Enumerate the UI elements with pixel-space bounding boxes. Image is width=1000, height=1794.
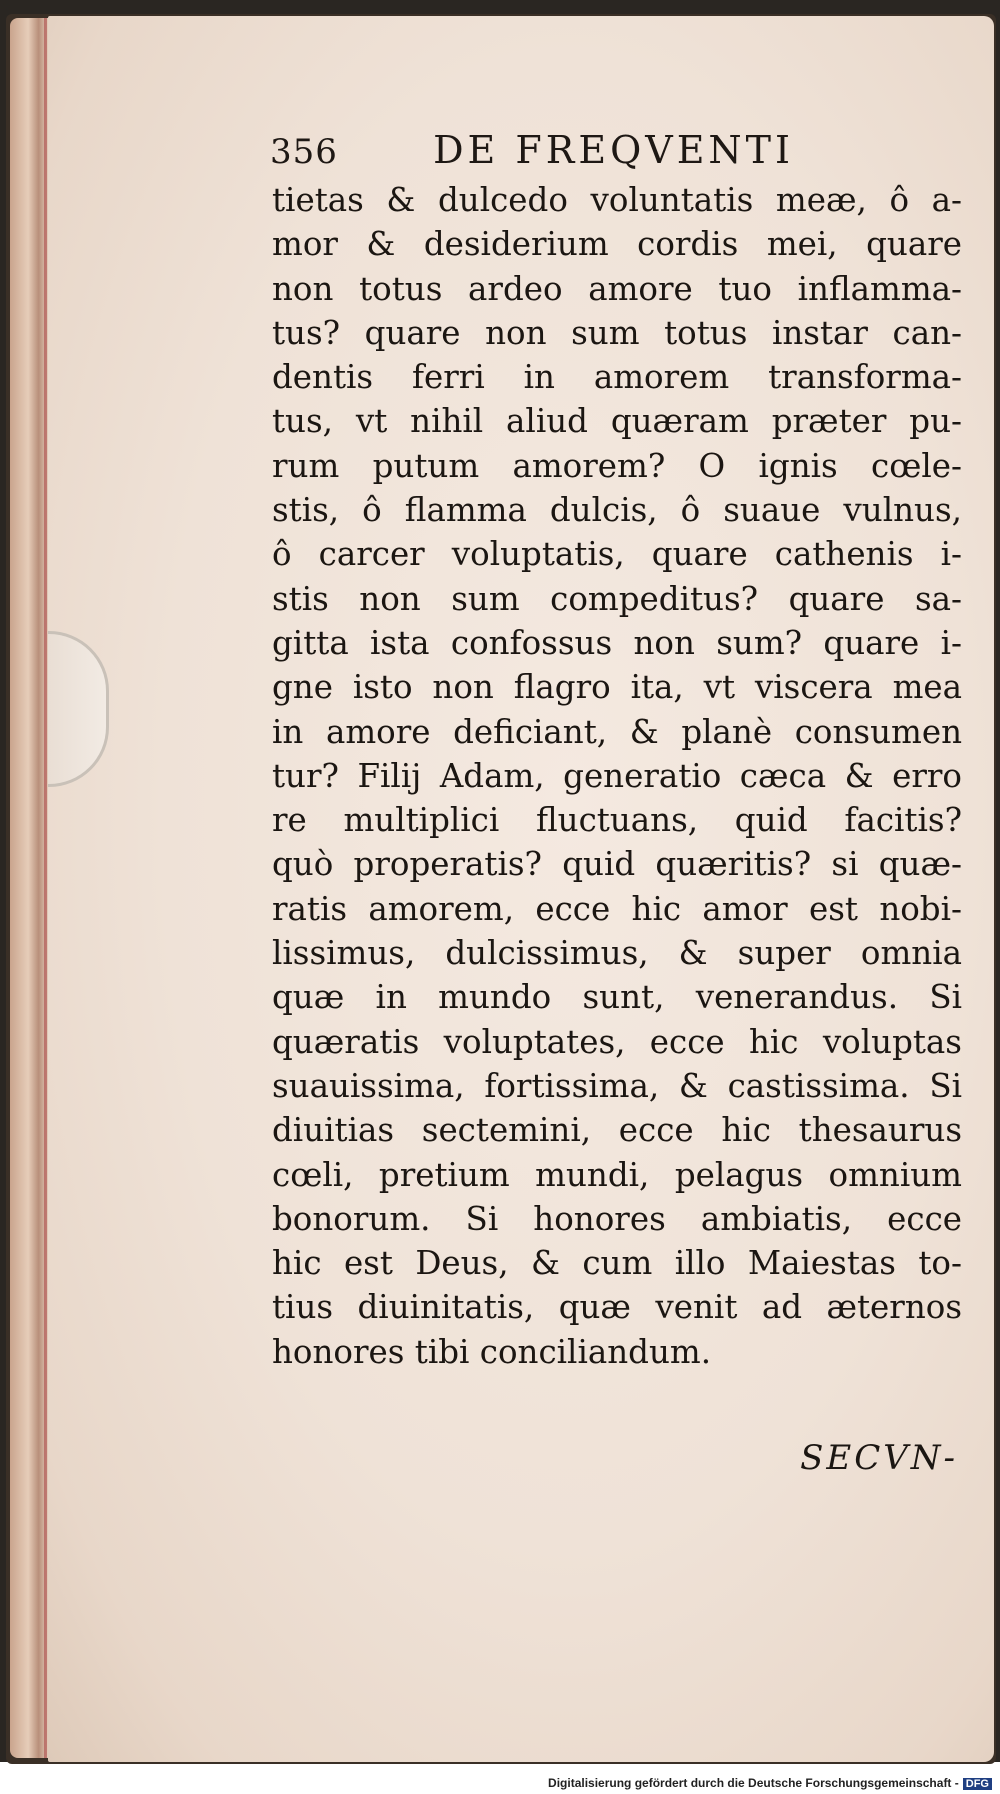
text-line: dentis ferri in amorem transforma- bbox=[272, 358, 962, 397]
text-line: re multiplici fluctuans, quid facitis? bbox=[272, 801, 962, 840]
text-line: rum putum amorem? O ignis cœle- bbox=[272, 446, 962, 485]
text-line: gne isto non flagro ita, vt viscera mea bbox=[272, 668, 962, 707]
running-title: DE FREQVENTI bbox=[433, 128, 795, 172]
text-line: quò properatis? quid quæritis? si quæ- bbox=[272, 845, 962, 884]
text-line: mor & desiderium cordis mei, quare bbox=[272, 225, 962, 264]
text-line: tus? quare non sum totus instar can- bbox=[272, 313, 962, 352]
body-text bbox=[272, 178, 962, 1374]
page-number: 356 bbox=[270, 132, 338, 172]
clasp-mark bbox=[48, 631, 109, 787]
dfg-logo: DFG bbox=[963, 1778, 992, 1790]
text-line: quæ in mundo sunt, venerandus. Si bbox=[272, 978, 962, 1017]
text-line: honores tibi conciliandum. bbox=[272, 1332, 712, 1371]
text-line: suauissima, fortissima, & castissima. Si bbox=[272, 1066, 962, 1105]
text-line: stis non sum compeditus? quare sa- bbox=[272, 579, 962, 618]
text-line: non totus ardeo amore tuo inflamma- bbox=[272, 269, 962, 308]
running-head bbox=[270, 128, 970, 172]
text-line: tur? Filij Adam, generatio cæca & erro bbox=[272, 756, 962, 795]
text-line: stis, ô flamma dulcis, ô suaue vulnus, bbox=[272, 491, 962, 530]
red-edge-line bbox=[44, 18, 47, 1758]
text-line: gitta ista confossus non sum? quare i- bbox=[272, 623, 962, 662]
credit-text: Digitalisierung gefördert durch die Deutsche Forschungsgemeinschaft - bbox=[548, 1776, 959, 1790]
text-line: diuitias sectemini, ecce hic thesaurus bbox=[272, 1111, 962, 1150]
text-line: tietas & dulcedo voluntatis meæ, ô a- bbox=[272, 181, 962, 219]
text-line: quæratis voluptates, ecce hic voluptas bbox=[272, 1022, 962, 1061]
text-line: lissimus, dulcissimus, & super omnia bbox=[272, 934, 962, 973]
text-line: tus, vt nihil aliud quæram præter pu- bbox=[272, 402, 962, 441]
digitization-credit bbox=[548, 1776, 992, 1790]
text-line: bonorum. Si honores ambiatis, ecce bbox=[272, 1199, 962, 1238]
catchword: SECVN- bbox=[800, 1438, 958, 1478]
text-line: cœli, pretium mundi, pelagus omnium bbox=[272, 1155, 962, 1194]
text-line: ratis amorem, ecce hic amor est nobi- bbox=[272, 889, 962, 928]
text-line: tius diuinitatis, quæ venit ad æternos bbox=[272, 1288, 962, 1327]
text-line: hic est Deus, & cum illo Maiestas to- bbox=[272, 1244, 962, 1283]
text-line: in amore deficiant, & planè consumen bbox=[272, 712, 962, 751]
text-line: ô carcer voluptatis, quare cathenis i- bbox=[272, 535, 962, 574]
